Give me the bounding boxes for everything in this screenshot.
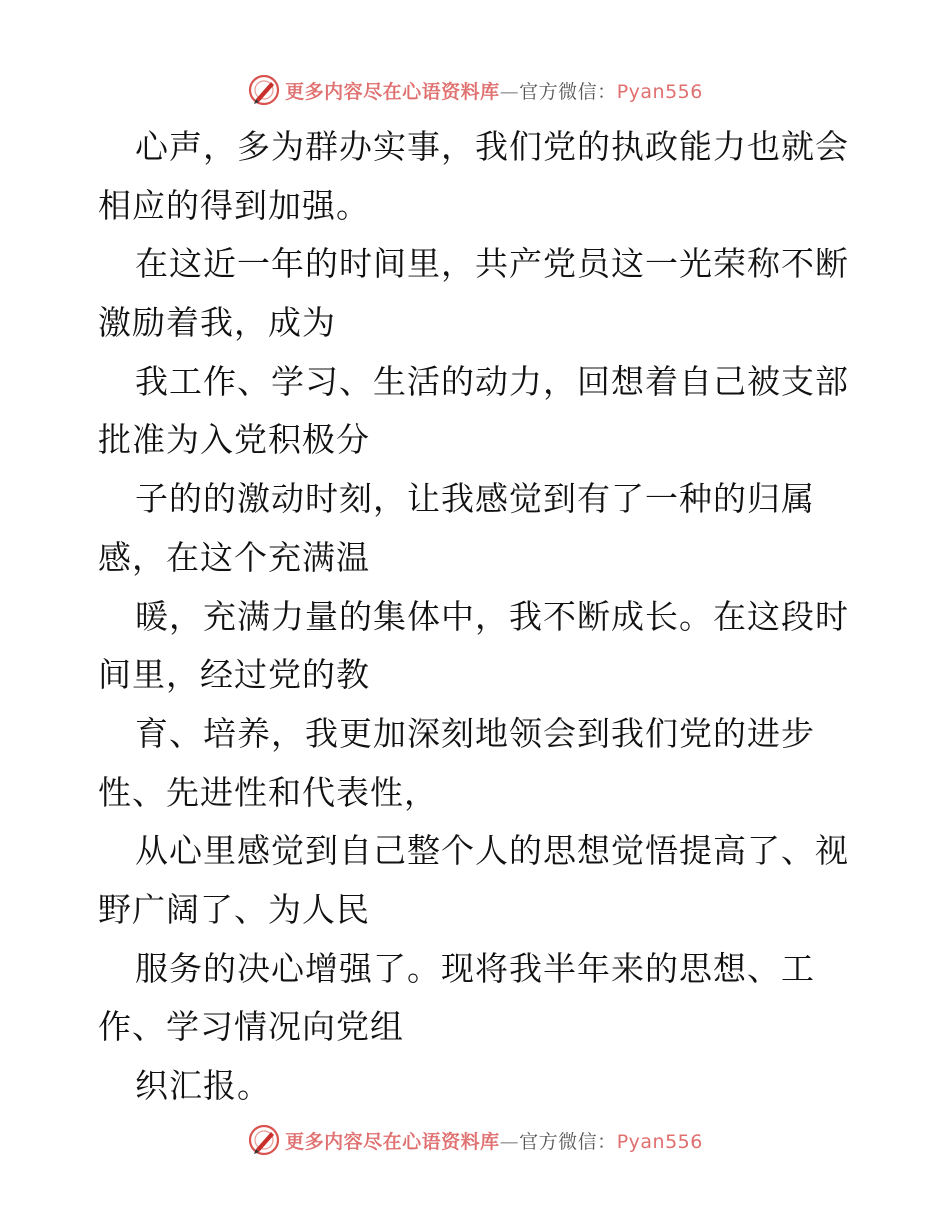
- text-line: 批准为入党积极分: [98, 420, 370, 460]
- banner-text: [285, 77, 703, 104]
- text-line: 激励着我，成为: [98, 303, 336, 343]
- text-line: 心声，多为群办实事，我们党的执政能力也就会: [135, 127, 849, 166]
- footer-banner: [0, 1120, 950, 1160]
- text-line: 从心里感觉到自己整个人的思想觉悟提高了、视: [135, 831, 849, 871]
- pen-logo-icon: [247, 1123, 281, 1157]
- pen-logo-icon: [247, 73, 281, 107]
- text-line: 性、先进性和代表性，: [98, 772, 438, 812]
- banner-wechat-label: 官方微信：: [519, 80, 617, 103]
- text-line: 在这近一年的时间里，共产党员这一光荣称不断: [135, 244, 849, 284]
- text-line: 感，在这个充满温: [98, 537, 370, 577]
- text-line: 作、学习情况向党组: [98, 1007, 404, 1047]
- banner-dash: —: [499, 1130, 520, 1153]
- banner-site-text: 更多内容尽在心语资料库: [285, 1130, 500, 1153]
- text-line: 暖，充满力量的集体中，我不断成长。在这段时: [135, 596, 849, 636]
- banner-wechat-id: Pyan556: [616, 80, 703, 103]
- banner-site-text: 更多内容尽在心语资料库: [285, 80, 500, 103]
- text-line: 相应的得到加强。: [98, 185, 370, 225]
- document-body: [98, 118, 858, 1116]
- text-line: 子的的激动时刻，让我感觉到有了一种的归属: [135, 479, 815, 519]
- banner-text: [285, 1127, 703, 1154]
- banner-wechat-label: 官方微信：: [519, 1130, 617, 1153]
- banner-dash: —: [499, 80, 520, 103]
- text-line: 间里，经过党的教: [98, 655, 370, 695]
- banner-wechat-id: Pyan556: [616, 1130, 703, 1153]
- text-line: 织汇报。: [135, 1066, 271, 1105]
- text-line: 服务的决心增强了。现将我半年来的思想、工: [135, 948, 815, 988]
- text-line: 育、培养，我更加深刻地领会到我们党的进步: [135, 713, 815, 753]
- header-banner: [0, 70, 950, 110]
- text-line: 我工作、学习、生活的动力，回想着自己被支部: [135, 361, 849, 401]
- text-line: 野广阔了、为人民: [98, 889, 370, 929]
